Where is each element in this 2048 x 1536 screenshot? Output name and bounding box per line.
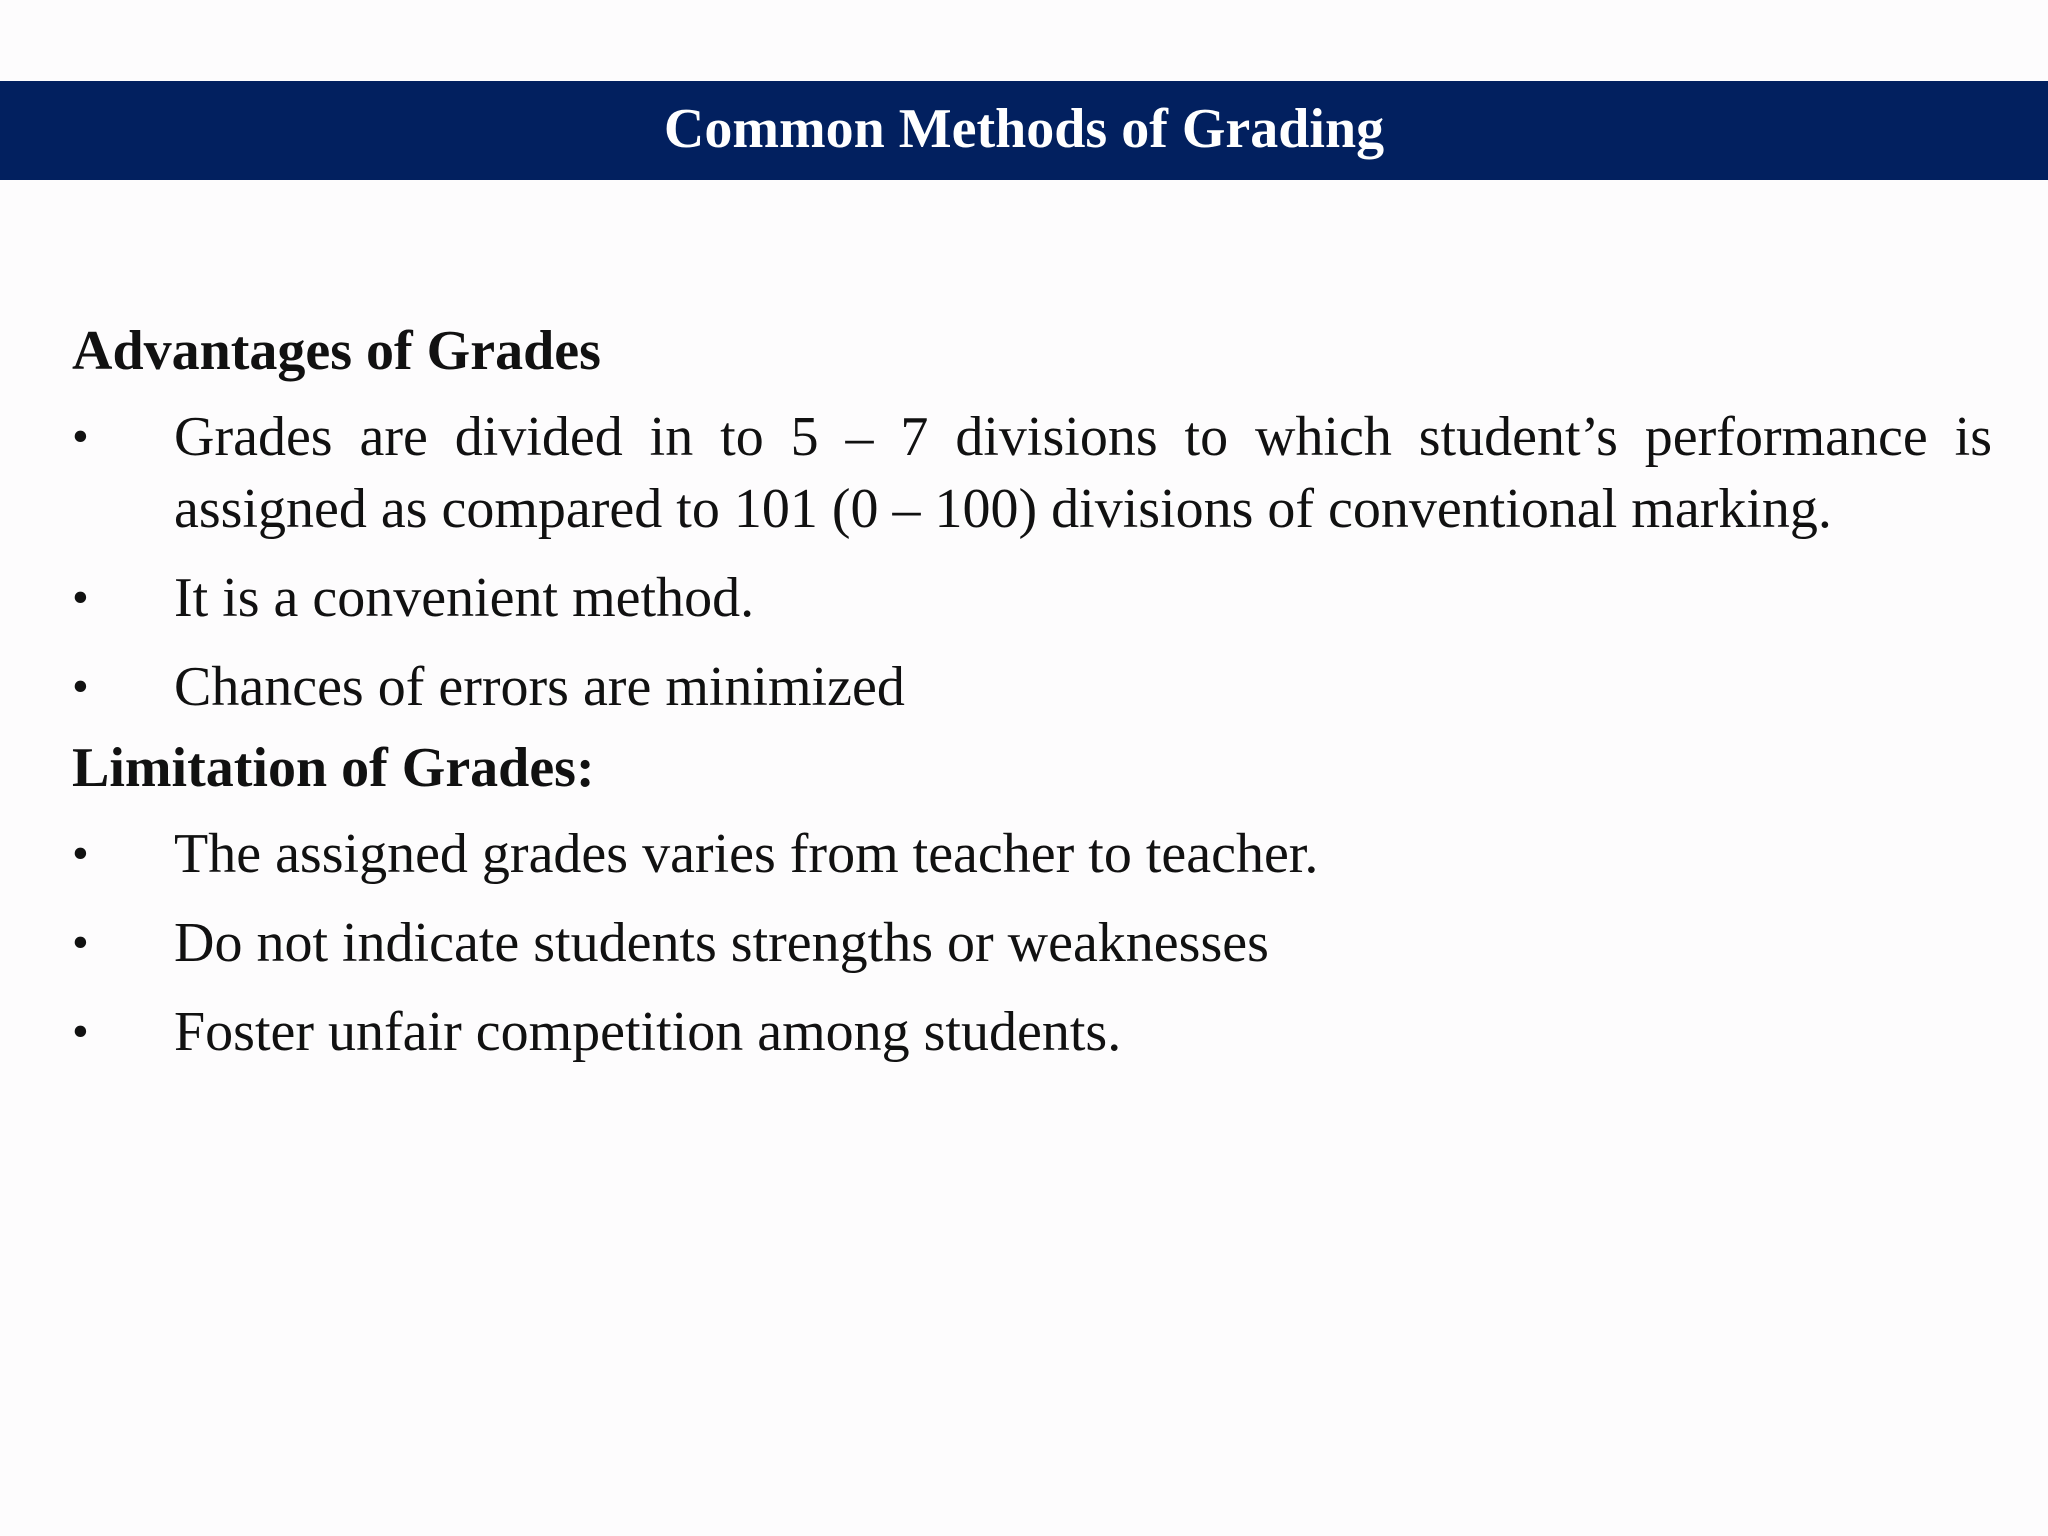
bullet-icon: •: [72, 571, 89, 624]
bullet-icon: •: [72, 916, 89, 969]
slide-title: Common Methods of Grading: [663, 97, 1385, 160]
list-item: [72, 562, 1992, 634]
list-item-text: Grades are divided in to 5 – 7 divisions to which student’s performance is assigned as compared to 101 (0 – 100) divisions of conventional marking.: [174, 406, 1992, 540]
list-item: [72, 818, 1992, 890]
advantages-list: [72, 401, 1992, 723]
section-heading-advantages: Advantages of Grades: [72, 320, 601, 382]
list-item: [72, 996, 1992, 1068]
list-item-text: It is a convenient method.: [174, 567, 755, 629]
list-item-text: The assigned grades varies from teacher to teacher.: [174, 823, 1319, 885]
bullet-icon: •: [72, 410, 89, 463]
list-item-text: Foster unfair competition among students.: [174, 1001, 1122, 1063]
list-item-text: Chances of errors are minimized: [174, 656, 905, 718]
slide-content: [72, 318, 1992, 1068]
limitations-list: [72, 818, 1992, 1068]
bullet-icon: •: [72, 1005, 89, 1058]
list-item: [72, 651, 1992, 723]
list-item: [72, 401, 1992, 545]
list-item: [72, 907, 1992, 979]
list-item-text: Do not indicate students strengths or weaknesses: [174, 912, 1269, 974]
section-heading-limitations: Limitation of Grades:: [72, 737, 595, 799]
bullet-icon: •: [72, 827, 89, 880]
title-bar: [0, 81, 2048, 180]
bullet-icon: •: [72, 660, 89, 713]
